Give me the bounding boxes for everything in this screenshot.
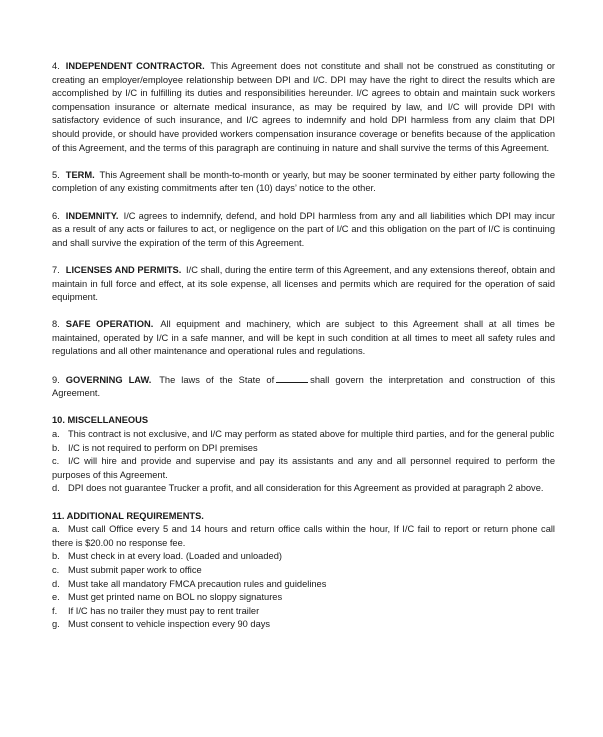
- section-heading: SAFE OPERATION.: [65, 319, 154, 330]
- item-text: DPI does not guarantee Trucker a profit, and all consideration for this Agreement as provided at paragraph 2 above.: [68, 483, 544, 494]
- item-text: Must check in at every load. (Loaded and unloaded): [68, 551, 282, 562]
- item-letter: b.: [52, 551, 60, 562]
- list-item: [52, 605, 555, 619]
- section-heading: INDEMNITY.: [65, 210, 119, 221]
- item-text: This contract is not exclusive, and I/C may perform as stated above for multiple third parties, and for the general public: [68, 429, 555, 440]
- item-letter: f.: [52, 605, 58, 616]
- list-item: [52, 482, 555, 496]
- section-number: 4.: [52, 61, 60, 71]
- item-text: Must consent to vehicle inspection every 90 days: [68, 619, 271, 630]
- list-item: [52, 428, 555, 442]
- list-item: [52, 550, 555, 564]
- item-text: Must get printed name on BOL no sloppy signatures: [68, 592, 283, 603]
- section-heading: GOVERNING LAW.: [65, 374, 152, 385]
- list-item: [52, 618, 555, 632]
- section-text-before-blank: The laws of the State of: [159, 374, 275, 385]
- item-letter: c.: [52, 564, 60, 575]
- section-heading: 11. ADDITIONAL REQUIREMENTS.: [52, 510, 204, 521]
- item-letter: c.: [52, 456, 60, 467]
- item-text: If I/C has no trailer they must pay to rent trailer: [68, 605, 260, 616]
- section-number: 6.: [52, 210, 60, 221]
- section-number: 7.: [52, 264, 60, 275]
- item-letter: a.: [52, 429, 60, 440]
- state-blank-line: [276, 373, 308, 383]
- list-item: [52, 455, 555, 482]
- item-text: Must submit paper work to office: [68, 564, 202, 575]
- item-text: Must call Office every 5 and 14 hours and return office calls within the hour, If I/C fail to report or return phone call there is $20.00 no response fee.: [52, 524, 555, 548]
- section-heading: INDEPENDENT CONTRACTOR.: [65, 61, 205, 71]
- section-text: I/C shall, during the entire term of this Agreement, and any extensions thereof, obtain and maintain in full force and effect, at its sole expense, all licenses and permits which are required for the operation of said equipment.: [52, 264, 555, 303]
- item-letter: d.: [52, 578, 60, 589]
- item-text: Must take all mandatory FMCA precaution rules and guidelines: [68, 578, 327, 589]
- section-text: This Agreement shall be month-to-month or yearly, but may be sooner terminated by either party following the completion of any existing commitments after ten (10) days’ notice to the other.: [52, 169, 556, 194]
- section-heading: LICENSES AND PERMITS.: [65, 264, 182, 275]
- section-licenses-permits: [52, 264, 555, 305]
- list-item: [52, 523, 555, 550]
- section-text: This Agreement does not constitute and shall not be construed as constituting or creating an employer/employee relationship between DPI and I/C. DPI may have the right to direct the results which are accomplished by I/C in fulfilling its duties and responsibilities hereunder. I/C agrees to obtain and maintain suck workers compensation insurance or alternate medical insurance, as may be required by law, and I/C will provide DPI with satisfactory evidence of such insurance, and I/C agrees to indemnify and hold DPI harmless from any claim that DPI should provide, or should have provided workers compensation insurance coverage or benefits because of the application of this Agreement, and the terms of this paragraph are continuing in nature and shall survive the terms of this Agreement.: [52, 61, 555, 153]
- section-independent-contractor: [52, 60, 555, 155]
- section-governing-law: [52, 373, 555, 401]
- list-item: [52, 564, 555, 578]
- item-letter: d.: [52, 483, 60, 494]
- item-letter: g.: [52, 619, 60, 630]
- list-item: [52, 578, 555, 592]
- section-text: All equipment and machinery, which are subject to this Agreement shall at all times be maintained, operated by I/C in a safe manner, and will be kept in such condition at all times to meet all safety rules and regulations and all other maintenance and operational rules and regulations.: [52, 319, 555, 357]
- section-number: 8.: [52, 319, 60, 330]
- item-text: I/C will hire and provide and supervise and pay its assistants and any and all personnel required to perform the purposes of this Agreement.: [52, 456, 555, 480]
- item-letter: a.: [52, 524, 60, 535]
- item-letter: b.: [52, 442, 60, 453]
- item-text: I/C is not required to perform on DPI premises: [68, 442, 258, 453]
- section-term: [52, 169, 555, 196]
- section-indemnity: [52, 210, 555, 251]
- section-safe-operation: [52, 318, 555, 359]
- section-heading: TERM.: [65, 169, 95, 180]
- section-heading: 10. MISCELLANEOUS: [52, 415, 149, 426]
- list-item: [52, 442, 555, 456]
- list-item: [52, 591, 555, 605]
- section-miscellaneous: [52, 414, 555, 496]
- section-number: 5.: [52, 169, 60, 180]
- section-text-after-blank: shall govern the interpretation and construction of this Agreement.: [52, 374, 556, 399]
- section-number: 9.: [52, 374, 60, 385]
- item-letter: e.: [52, 592, 60, 603]
- section-text: I/C agrees to indemnify, defend, and hold DPI harmless from any and all liabilities which DPI may incur as a result of any acts or failures to act, or negligence on the part of I/C and this obligation on the part of I/C is continuing and shall survive the expiration of the term of this Agreement.: [52, 210, 555, 248]
- section-additional-requirements: [52, 510, 555, 632]
- contract-page: [52, 60, 555, 646]
